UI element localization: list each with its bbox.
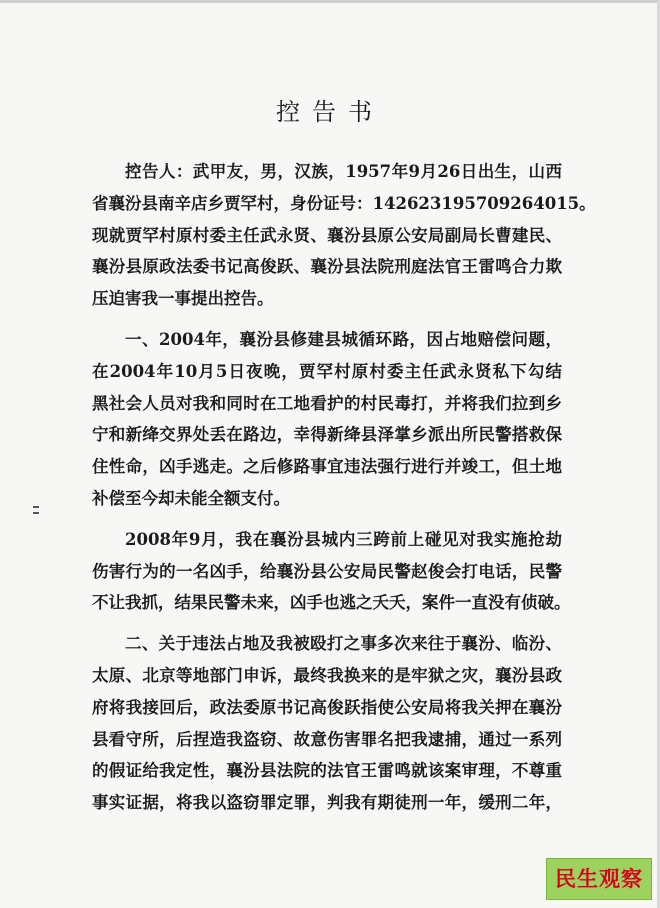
text-line: 2008年9月，我在襄汾县城内三跨前上碰见对我实施抢劫 — [125, 529, 562, 549]
text-line: 府将我接回后，政法委原书记高俊跃指使公安局将我关押在襄汾 — [92, 697, 562, 717]
text-line: 压迫害我一事提出控告。 — [92, 289, 274, 309]
text-line: 宁和新绛交界处丢在路边，幸得新绛县泽掌乡派出所民警搭救保 — [92, 425, 562, 445]
text-line: 襄汾县原政法委书记高俊跃、襄汾县法院刑庭法官王雷鸣合力欺 — [92, 257, 562, 277]
paragraph-section-one — [92, 324, 562, 515]
text-line: 二、关于违法占地及我被殴打之事多次来往于襄汾、临汾、 — [125, 634, 562, 654]
text-line: 太原、北京等地部门申诉，最终我换来的是牢狱之灾，襄汾县政 — [92, 665, 562, 685]
scan-mark — [33, 512, 39, 514]
text-line: 现就贾罕村原村委主任武永贤、襄汾县原公安局副局长曹建民、 — [92, 225, 562, 245]
text-line: 一、2004年，襄汾县修建县城循环路，因占地赔偿问题， — [125, 329, 562, 349]
paragraph-section-two — [92, 628, 562, 819]
page-edge-top — [0, 0, 660, 3]
text-line: 黑社会人员对我和同时在工地看护的村民毒打，并将我们拉到乡 — [92, 393, 562, 413]
watermark-logo: 民生观察 — [546, 858, 652, 900]
scan-mark — [33, 506, 39, 508]
text-line: 不让我抓，结果民警未来，凶手也逃之夭夭，案件一直没有侦破。 — [92, 593, 571, 613]
text-line: 补偿至今却未能全额支付。 — [92, 488, 290, 508]
text-line: 住性命，凶手逃走。之后修路事宜违法强行进行并竣工，但土地 — [92, 457, 562, 477]
paragraph-2008-incident — [92, 524, 571, 619]
text-line: 的假证给我定性，襄汾县法院的法官王雷鸣就该案审理，不尊重 — [92, 761, 562, 781]
paragraph-complainant — [92, 156, 596, 315]
text-line: 县看守所，后捏造我盗窃、故意伤害罪名把我逮捕，通过一系列 — [92, 729, 562, 749]
text-line: 省襄汾县南辛店乡贾罕村，身份证号：142623195709264015。 — [92, 193, 596, 213]
text-line: 伤害行为的一名凶手，给襄汾县公安局民警赵俊会打电话，民警 — [92, 561, 562, 581]
text-line: 控告人：武甲友，男，汉族，1957年9月26日出生，山西 — [125, 162, 562, 181]
document-body — [92, 156, 596, 819]
document-title: 控告书 — [276, 98, 384, 126]
text-line: 事实证据，将我以盗窃罪定罪，判我有期徒刑一年，缓刑二年， — [92, 793, 562, 813]
text-line: 在2004年10月5日夜晚，贾罕村原村委主任武永贤私下勾结 — [92, 361, 562, 381]
